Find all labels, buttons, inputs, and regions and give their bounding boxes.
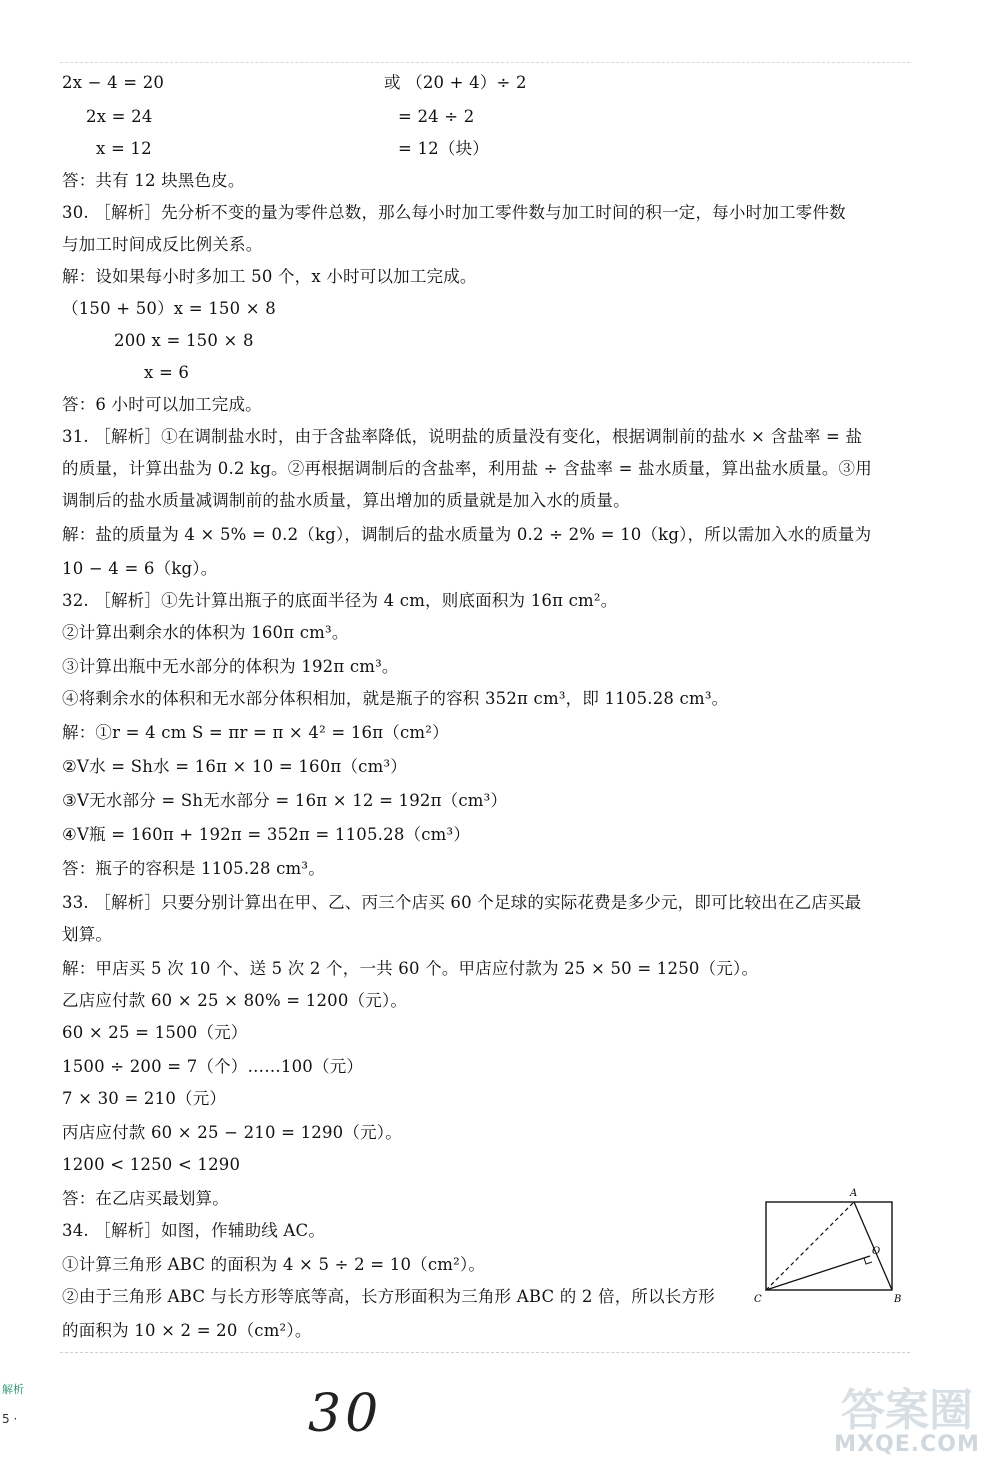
label-o: O	[872, 1246, 881, 1257]
problem-30-analysis: 与加工时间成反比例关系。	[62, 235, 263, 254]
solution-line: ②V水 = Sh水 = 16π × 10 = 160π（cm³）	[62, 757, 407, 776]
problem-31-analysis: 的质量，计算出盐为 0.2 kg。②再根据调制后的含盐率，利用盐 ÷ 含盐率 = 盐水质量，算出盐水质量。③用	[62, 459, 872, 478]
right-angle-mark	[864, 1258, 872, 1264]
rectangle-triangle-figure	[752, 1184, 912, 1306]
segment-co	[766, 1256, 870, 1290]
label-a: A	[850, 1188, 858, 1199]
problem-30-analysis: 30. ［解析］先分析不变的量为零件总数，那么每小时加工零件数与加工时间的积一定，每小时加工零件数	[62, 203, 846, 222]
equation-line: 或 （20 + 4）÷ 2	[384, 73, 527, 92]
solution-line: 1200 < 1250 < 1290	[62, 1155, 241, 1174]
watermark-logo	[818, 1374, 996, 1464]
solution-line: 60 × 25 = 1500（元）	[62, 1023, 248, 1042]
problem-34-analysis: ②由于三角形 ABC 与长方形等底等高，长方形面积为三角形 ABC 的 2 倍，所以长方形	[62, 1287, 715, 1306]
label-c: C	[754, 1294, 762, 1305]
problem-33-analysis: 划算。	[62, 925, 113, 944]
solution-line: ③V无水部分 = Sh无水部分 = 16π × 12 = 192π（cm³）	[62, 791, 508, 810]
solution-line: 解：①r = 4 cm S = πr = π × 4² = 16π（cm²）	[62, 723, 449, 742]
watermark-site: MXQE.COM	[834, 1432, 980, 1457]
solution-line: 解：盐的质量为 4 × 5% = 0.2（kg），调制后的盐水质量为 0.2 ÷ 2% = 10（kg），所以需加入水的质量为	[62, 525, 872, 544]
equation-line: 200 x = 150 × 8	[114, 331, 254, 350]
problem-33-analysis: 33. ［解析］只要分别计算出在甲、乙、丙三个店买 60 个足球的实际花费是多少元，即可比较出在乙店买最	[62, 893, 862, 912]
problem-32-analysis: ②计算出剩余水的体积为 160π cm³。	[62, 623, 349, 642]
label-b: B	[894, 1294, 902, 1305]
problem-34-analysis: 34. ［解析］如图，作辅助线 AC。	[62, 1221, 326, 1240]
problem-34-analysis: 的面积为 10 × 2 = 20（cm²）。	[62, 1321, 312, 1340]
problem-32-analysis: ④将剩余水的体积和无水部分体积相加，就是瓶子的容积 352π cm³，即 1105.28 cm³。	[62, 689, 729, 708]
handwritten-page-number: 30	[308, 1384, 383, 1444]
solution-line: 丙店应付款 60 × 25 − 210 = 1290（元）。	[62, 1123, 402, 1142]
equation-line: = 12（块）	[398, 139, 489, 158]
answer-line: 答：瓶子的容积是 1105.28 cm³。	[62, 859, 325, 878]
margin-note: 解析	[2, 1383, 24, 1396]
problem-34-analysis: ①计算三角形 ABC 的面积为 4 × 5 ÷ 2 = 10（cm²）。	[62, 1255, 486, 1274]
page-number-printed: 5 ·	[2, 1412, 18, 1426]
watermark-logo-text: 答案圈	[841, 1385, 973, 1436]
equation-line: = 24 ÷ 2	[398, 107, 475, 126]
equation-line: x = 12	[96, 139, 152, 158]
problem-31-analysis: 调制后的盐水质量减调制前的盐水质量，算出增加的质量就是加入水的质量。	[62, 491, 630, 510]
answer-line: 答：6 小时可以加工完成。	[62, 395, 262, 414]
problem-31-analysis: 31. ［解析］①在调制盐水时，由于含盐率降低，说明盐的质量没有变化，根据调制前的盐水 × 含盐率 = 盐	[62, 427, 863, 446]
bottom-rule	[60, 1352, 910, 1353]
top-rule	[60, 62, 910, 63]
problem-32-analysis: ③计算出瓶中无水部分的体积为 192π cm³。	[62, 657, 399, 676]
solution-line: 7 × 30 = 210（元）	[62, 1089, 227, 1108]
equation-line: 2x − 4 = 20	[62, 73, 165, 92]
solution-line: 解：设如果每小时多加工 50 个，x 小时可以加工完成。	[62, 267, 477, 286]
solution-line: 乙店应付款 60 × 25 × 80% = 1200（元）。	[62, 991, 408, 1010]
solution-line: 10 − 4 = 6（kg）。	[62, 559, 218, 578]
equation-line: （150 + 50）x = 150 × 8	[62, 299, 276, 318]
problem-32-analysis: 32. ［解析］①先计算出瓶子的底面半径为 4 cm，则底面积为 16π cm²。	[62, 591, 618, 610]
solution-line: 解：甲店买 5 次 10 个、送 5 次 2 个，一共 60 个。甲店应付款为 25 × 50 = 1250（元）。	[62, 959, 759, 978]
equation-line: 2x = 24	[86, 107, 153, 126]
auxiliary-line-ac	[766, 1202, 854, 1290]
solution-line: ④V瓶 = 160π + 192π = 352π = 1105.28（cm³）	[62, 825, 471, 844]
solution-line: 1500 ÷ 200 = 7（个）……100（元）	[62, 1057, 364, 1076]
equation-line: x = 6	[144, 363, 190, 382]
answer-line: 答：在乙店买最划算。	[62, 1189, 229, 1208]
answer-line: 答：共有 12 块黑色皮。	[62, 171, 245, 190]
